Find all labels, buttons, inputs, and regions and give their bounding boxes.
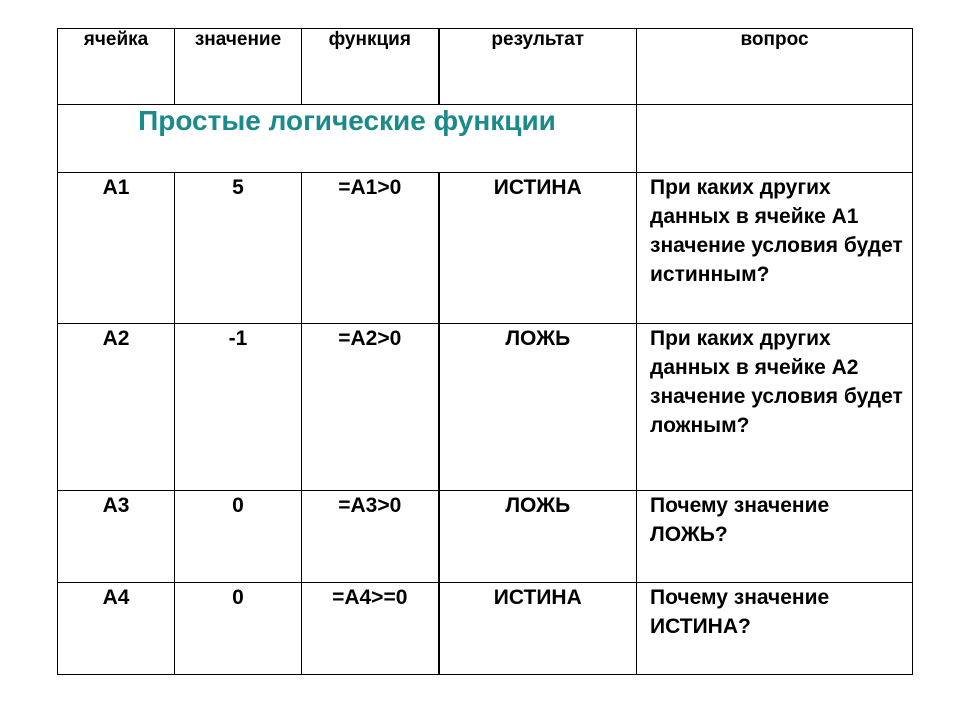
header-cell: ячейка — [58, 29, 175, 105]
table-row — [58, 491, 913, 583]
logic-functions-table — [57, 28, 913, 675]
section-empty-cell — [637, 105, 913, 173]
header-function: функция — [302, 29, 439, 105]
section-title: Простые логические функции — [58, 105, 637, 173]
row-function: =A4>=0 — [302, 583, 439, 675]
header-question: вопрос — [637, 29, 913, 105]
row-question: При каких других данных в ячейке А2 значение условия будет ложным? — [637, 324, 913, 491]
row-value: -1 — [175, 324, 302, 491]
row-function: =A3>0 — [302, 491, 439, 583]
row-result: ИСТИНА — [439, 583, 637, 675]
header-row — [58, 29, 913, 105]
row-cell: A3 — [58, 491, 175, 583]
row-function: =A1>0 — [302, 173, 439, 324]
row-result: ЛОЖЬ — [439, 324, 637, 491]
header-result: результат — [439, 29, 637, 105]
row-question: Почему значение ЛОЖЬ? — [637, 491, 913, 583]
table-row — [58, 173, 913, 324]
row-value: 0 — [175, 491, 302, 583]
row-value: 5 — [175, 173, 302, 324]
table-row — [58, 324, 913, 491]
table-row — [58, 583, 913, 675]
row-cell: A2 — [58, 324, 175, 491]
row-question: При каких других данных в ячейке А1 значение условия будет истинным? — [637, 173, 913, 324]
row-question: Почему значение ИСТИНА? — [637, 583, 913, 675]
row-cell: A1 — [58, 173, 175, 324]
section-title-row — [58, 105, 913, 173]
row-result: ЛОЖЬ — [439, 491, 637, 583]
row-value: 0 — [175, 583, 302, 675]
row-cell: A4 — [58, 583, 175, 675]
row-result: ИСТИНА — [439, 173, 637, 324]
row-function: =A2>0 — [302, 324, 439, 491]
header-value: значение — [175, 29, 302, 105]
